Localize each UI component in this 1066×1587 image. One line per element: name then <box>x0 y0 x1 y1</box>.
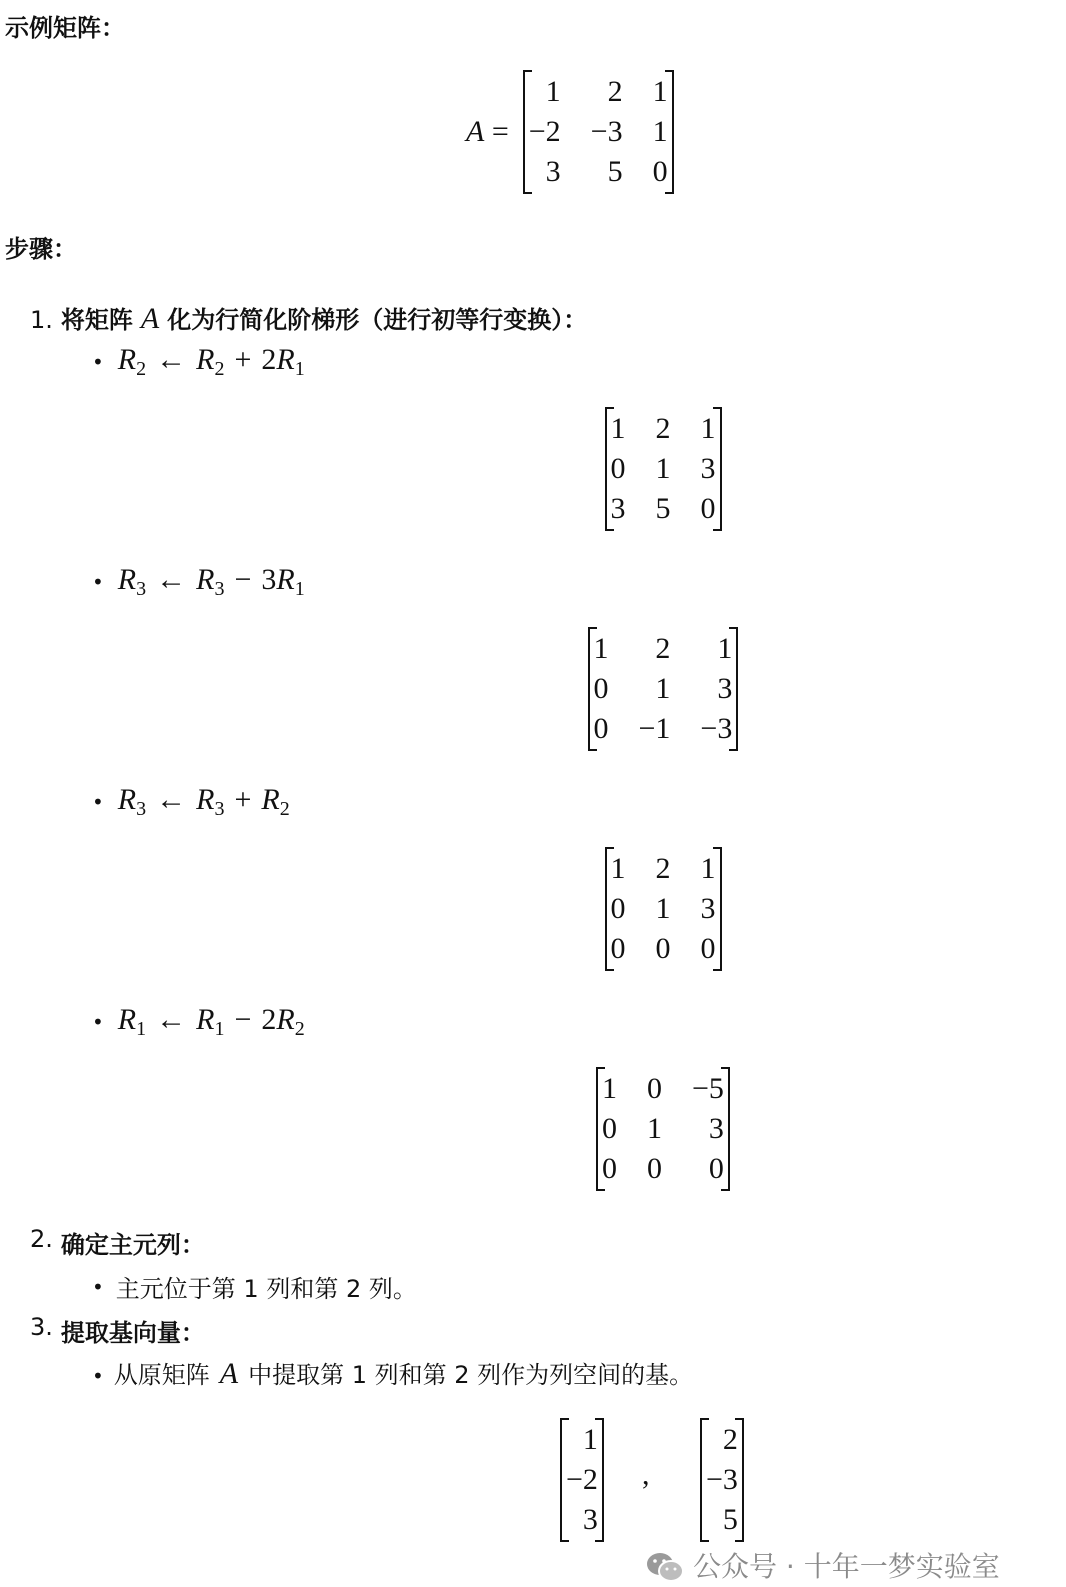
matrix-brackets <box>596 1069 730 1189</box>
matrix-entry: 1 <box>582 1423 598 1456</box>
step-2-heading <box>30 1225 205 1260</box>
matrix-entry: 1 <box>655 452 671 485</box>
matrix-entry: 1 <box>700 852 716 885</box>
bullet-text: 主元位于第 1 列和第 2 列。 <box>115 1275 417 1303</box>
matrix-entry: −2 <box>528 115 561 148</box>
matrix-a-label: A = <box>466 115 509 148</box>
bullet-icon: • <box>92 350 104 374</box>
matrix-entry: 0 <box>610 452 626 485</box>
bullet-icon: • <box>92 1010 104 1034</box>
row-operation-formula: $R_3$ ← $R_3 - 3R_1$ <box>117 563 305 600</box>
matrix-entry: 0 <box>652 155 668 188</box>
matrix-entry: −5 <box>692 1072 724 1105</box>
step-3-heading <box>30 1313 205 1348</box>
matrix-entry: 3 <box>717 672 733 705</box>
step-title: 化为行简化阶梯形（进行初等行变换）： <box>167 306 588 334</box>
matrix-entry: 1 <box>602 1072 617 1105</box>
row-operation-formula: $R_2$ ← $R_2 + 2R_1$ <box>117 343 305 380</box>
row-operation-formula: $R_1$ ← $R_1 - 2R_2$ <box>117 1003 305 1040</box>
row-operation-formula: $R_3$ ← $R_3 + R_2$ <box>117 783 290 820</box>
matrix-brackets <box>605 409 722 529</box>
matrix-entry: 0 <box>708 1152 724 1185</box>
matrix-entry: 1 <box>647 1112 662 1145</box>
steps-heading: 步骤： <box>5 235 77 263</box>
matrix-entry: 1 <box>700 412 716 445</box>
matrix-entry: 0 <box>700 932 716 965</box>
matrix-entry: 0 <box>593 672 609 705</box>
basis-vector-1 <box>560 1420 604 1540</box>
bullet-text: 中提取第 1 列和第 2 列作为列空间的基。 <box>248 1361 694 1389</box>
matrix-entry: 1 <box>655 672 671 705</box>
matrix-entry: −1 <box>638 712 671 745</box>
list-item <box>92 1269 417 1304</box>
result-matrix <box>588 629 739 749</box>
result-matrix <box>605 409 722 529</box>
step-title: 将矩阵 <box>60 306 133 334</box>
matrix-entry: 1 <box>652 115 668 148</box>
matrix-entry: 0 <box>610 892 626 925</box>
matrix-entry: 0 <box>610 932 626 965</box>
basis-vector-2 <box>700 1420 744 1540</box>
matrix-entry: 3 <box>708 1112 724 1145</box>
bullet-icon: • <box>92 1364 104 1388</box>
matrix-entry: 1 <box>655 892 671 925</box>
matrix-entry: 1 <box>717 632 733 665</box>
list-item <box>92 1355 693 1391</box>
matrix-entry: 5 <box>655 492 671 525</box>
matrix-entry: 5 <box>722 1503 738 1536</box>
row-operation-item <box>92 563 305 601</box>
matrix-entry: 0 <box>655 932 671 965</box>
matrix-entry: 2 <box>655 852 671 885</box>
matrix-brackets <box>605 849 722 969</box>
matrix-entry: 1 <box>652 75 668 108</box>
matrix-entry: −2 <box>566 1463 598 1496</box>
bullet-icon: • <box>92 790 104 814</box>
matrix-entry: 3 <box>545 155 561 188</box>
step-title: 确定主元列： <box>60 1231 205 1259</box>
matrix-brackets <box>523 72 674 192</box>
matrix-entry: 2 <box>655 412 671 445</box>
matrix-entry: 2 <box>655 632 671 665</box>
matrix-entry: 3 <box>700 892 716 925</box>
matrix-entry: 1 <box>610 412 626 445</box>
math-var: A <box>140 302 160 335</box>
row-operation-item <box>92 783 290 821</box>
matrix-entry: 2 <box>607 75 623 108</box>
wechat-icon <box>645 1550 685 1584</box>
matrix-entry: 0 <box>647 1072 662 1105</box>
matrix-brackets <box>700 1420 744 1540</box>
matrix-a <box>466 72 674 192</box>
watermark <box>645 1550 1000 1584</box>
matrix-entry: −3 <box>700 712 733 745</box>
matrix-entry: −3 <box>590 115 623 148</box>
step-number: 2. <box>30 1225 53 1253</box>
watermark-text: 公众号 · 十年一梦实验室 <box>693 1550 1000 1583</box>
matrix-entry: 5 <box>607 155 623 188</box>
matrix-entry: 3 <box>610 492 626 525</box>
result-matrix <box>605 849 722 969</box>
step-1-heading <box>30 300 587 336</box>
separator-comma: , <box>642 1458 650 1491</box>
matrix-brackets <box>588 629 739 749</box>
matrix-entry: 1 <box>545 75 561 108</box>
matrix-entry: 1 <box>610 852 626 885</box>
matrix-entry: 0 <box>602 1112 617 1145</box>
example-heading: 示例矩阵： <box>5 14 125 42</box>
matrix-entry: 3 <box>582 1503 598 1536</box>
bullet-icon: • <box>92 570 104 594</box>
matrix-entry: 0 <box>593 712 609 745</box>
bullet-icon: • <box>92 1274 104 1299</box>
matrix-entry: 0 <box>700 492 716 525</box>
row-operation-item <box>92 1003 305 1041</box>
step-title: 提取基向量： <box>60 1319 205 1347</box>
math-var: A <box>219 1357 239 1390</box>
matrix-entry: 2 <box>722 1423 738 1456</box>
bullet-text: 从原矩阵 <box>113 1361 210 1389</box>
matrix-entry: 1 <box>593 632 609 665</box>
matrix-entry: 0 <box>602 1152 617 1185</box>
step-number: 3. <box>30 1313 53 1341</box>
result-matrix <box>596 1069 730 1189</box>
matrix-brackets <box>560 1420 604 1540</box>
matrix-entry: 3 <box>700 452 716 485</box>
step-number: 1. <box>30 306 53 334</box>
matrix-entry: 0 <box>647 1152 662 1185</box>
matrix-entry: −3 <box>706 1463 738 1496</box>
row-operation-item <box>92 343 305 381</box>
